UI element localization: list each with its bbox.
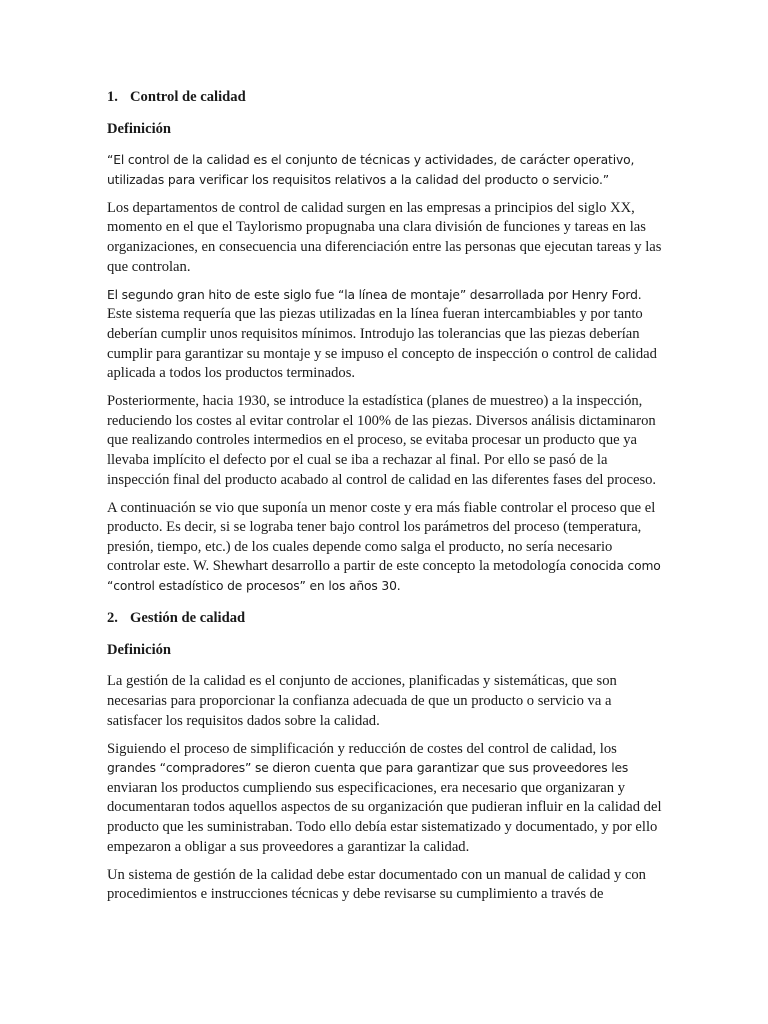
paragraph-serif-span: Siguiendo el proceso de simplificación y reducción de costes del control de calidad, los (107, 740, 617, 757)
document-body (107, 88, 663, 913)
definition-quote: “El control de la calidad es el conjunto de técnicas y actividades, de carácter operativo, utilizadas para verificar los requisitos relativos a la calidad del producto o servicio.” (107, 153, 635, 187)
paragraph-serif-span: Este sistema requería que las piezas utilizadas en la línea fueran intercambiables y por tanto deberían cumplir unos requisitos mínimos. Introdujo las tolerancias que las piezas deberían cumplir para garantizar su montaje y se impuso el concepto de inspección o control de calidad aplicada a todos los productos terminados. (107, 306, 657, 382)
section-2-number: 2. (107, 610, 118, 627)
paragraph-sans-span: El segundo gran hito de este siglo fue “la línea de montaje” desarrollada por Henry Ford. (107, 287, 642, 302)
paragraph (107, 740, 663, 858)
paragraph (107, 499, 663, 597)
paragraph-sans-span: grandes “compradores” se dieron cuenta que para garantizar que sus proveedores les (107, 761, 629, 776)
paragraph: La gestión de la calidad es el conjunto de acciones, planificadas y sistemáticas, que son necesarias para proporcionar la confianza adecuada de que un producto o servicio va a satisfacer los requisitos dados sobre la calidad. (107, 673, 617, 729)
section-1-title: Control de calidad (130, 89, 246, 105)
paragraph: Un sistema de gestión de la calidad debe estar documentado con un manual de calidad y con procedimientos e instrucciones técnicas y debe revisarse su cumplimiento a través de (107, 866, 646, 903)
section-2-subtitle: Definición (107, 641, 172, 658)
paragraph: Posteriormente, hacia 1930, se introduce la estadística (planes de muestreo) a la inspección, reduciendo los costes al evitar controlar el 100% de las piezas. Diversos análisis dictaminaron que realizando controles intermedios en el proceso, se evitaba procesar un producto que ya llevaba implícito el defecto por el cual se iba a rechazar al final. Por ello se pasó de la inspección final del producto acabado al control de calidad en las diferentes fases del proceso. (107, 393, 657, 488)
section-1-heading (107, 88, 663, 108)
paragraph: Los departamentos de control de calidad surgen en las empresas a principios del siglo XX, momento en el que el Taylorismo propugnaba una clara división de funciones y tareas en las organizaciones, en consecuencia una diferenciación entre las personas que ejecutan tareas y las que controlan. (107, 199, 662, 275)
paragraph (107, 286, 663, 384)
paragraph-serif-span: A continuación se vio que suponía un menor coste y era más fiable controlar el proceso que el producto. Es decir, si se lograba tener bajo control los parámetros del proceso (temperatura, presión, tiempo, etc.) de los cuales depende como salga el producto, no sería necesario controlar este. W. Shewhart desarrollo a partir de este concepto la metodología (107, 499, 656, 575)
paragraph-sans-span: conocida como “control estadístico de procesos” en los años 30. (107, 559, 661, 594)
section-1-subtitle: Definición (107, 120, 172, 137)
section-2-title: Gestión de calidad (130, 610, 246, 627)
paragraph-serif-span: enviaran los productos cumpliendo sus especificaciones, era necesario que organizaran y documentaran todos aquellos aspectos de su organización que pudieran influir en la calidad del producto que les suministraban. Todo ello debía estar sistematizado y documentado, y por ello empezaron a obligar a sus proveedores a garantizar la calidad. (107, 779, 662, 855)
section-2-heading (107, 609, 663, 629)
section-1-number: 1. (107, 89, 118, 105)
